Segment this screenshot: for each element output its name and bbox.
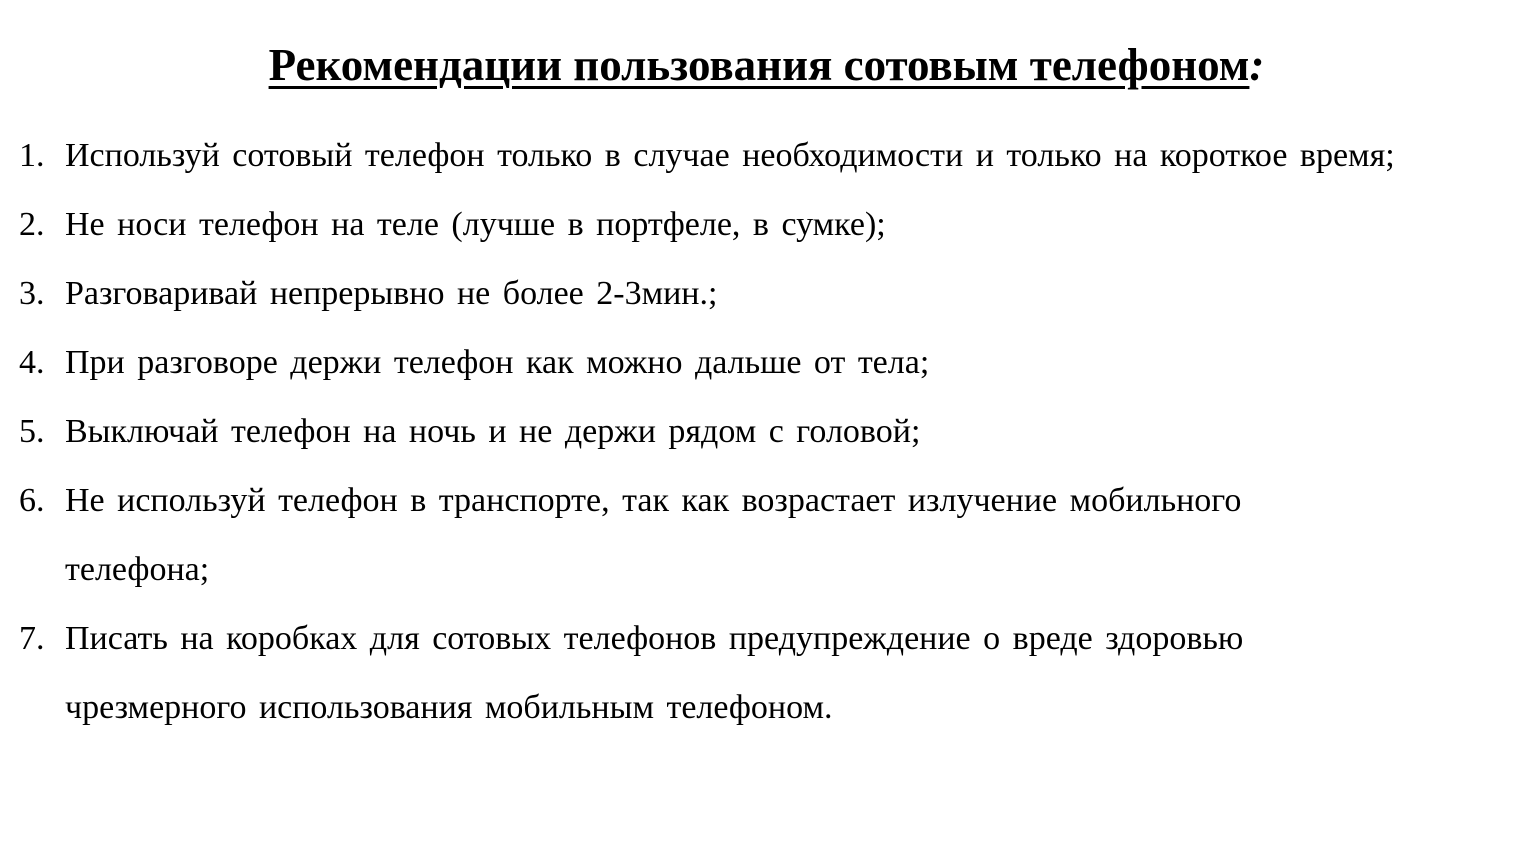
page-title bbox=[0, 34, 1533, 96]
list-item-number: 4. bbox=[19, 344, 45, 381]
list-item-text: Используй сотовый телефон только в случае необходимости и только на короткое время; bbox=[65, 137, 1395, 174]
list-item-number: 2. bbox=[19, 206, 45, 243]
recommendations-list bbox=[0, 121, 1533, 742]
list-item-number: 1. bbox=[19, 137, 45, 174]
list-item-text: Не носи телефон на теле (лучше в портфеле, в сумке); bbox=[65, 206, 886, 243]
page-title-text: Рекомендации пользования сотовым телефоном bbox=[268, 40, 1250, 90]
list-item-number: 3. bbox=[19, 275, 45, 312]
list-item bbox=[0, 121, 1533, 190]
list-item-number: 7. bbox=[19, 620, 45, 657]
list-item-number: 6. bbox=[19, 482, 45, 519]
list-item-number: 5. bbox=[19, 413, 45, 450]
list-item bbox=[0, 328, 1533, 397]
list-item-text: При разговоре держи телефон как можно дальше от тела; bbox=[65, 344, 930, 381]
list-item-text: Писать на коробках для сотовых телефонов предупреждение о вреде здоровью чрезмерного использования мобильным телефоном. bbox=[65, 620, 1244, 726]
page-title-colon: : bbox=[1249, 40, 1265, 90]
list-item bbox=[0, 397, 1533, 466]
list-item bbox=[0, 604, 1365, 742]
list-item-text: Не используй телефон в транспорте, так как возрастает излучение мобильного телефона; bbox=[65, 482, 1242, 588]
list-item-text: Разговаривай непрерывно не более 2-3мин.; bbox=[65, 275, 718, 312]
list-item-text: Выключай телефон на ночь и не держи рядом с головой; bbox=[65, 413, 921, 450]
list-item bbox=[0, 190, 1533, 259]
list-item bbox=[0, 259, 1533, 328]
list-item bbox=[0, 466, 1365, 604]
